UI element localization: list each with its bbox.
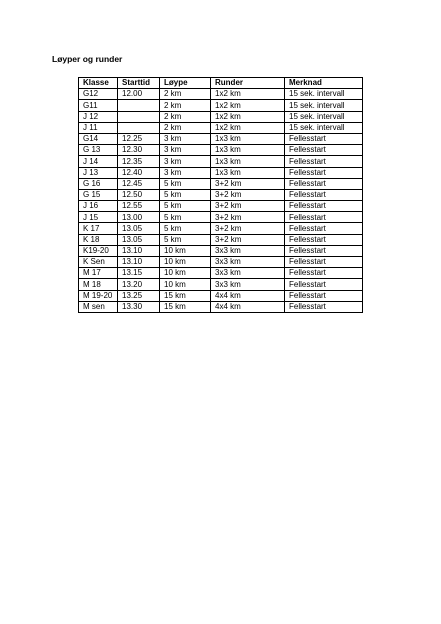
cell-loype: 10 km: [160, 268, 211, 279]
cell-runder: 3+2 km: [211, 212, 285, 223]
cell-starttid: 12.40: [118, 167, 160, 178]
column-header-runder: Runder: [211, 78, 285, 89]
cell-starttid: [118, 111, 160, 122]
cell-merknad: Fellesstart: [285, 178, 363, 189]
cell-klasse: J 15: [79, 212, 118, 223]
cell-starttid: [118, 122, 160, 133]
cell-loype: 5 km: [160, 234, 211, 245]
cell-runder: 1x3 km: [211, 156, 285, 167]
cell-merknad: Fellesstart: [285, 156, 363, 167]
cell-loype: 5 km: [160, 212, 211, 223]
cell-merknad: Fellesstart: [285, 301, 363, 312]
table-header-row: [79, 78, 363, 89]
cell-merknad: 15 sek. intervall: [285, 89, 363, 100]
cell-runder: 3+2 km: [211, 223, 285, 234]
cell-starttid: 12.30: [118, 145, 160, 156]
cell-starttid: 13.10: [118, 257, 160, 268]
table-row: [79, 133, 363, 144]
cell-merknad: Fellesstart: [285, 245, 363, 256]
table-row: [79, 111, 363, 122]
cell-starttid: 12.00: [118, 89, 160, 100]
cell-loype: 10 km: [160, 245, 211, 256]
cell-runder: 4x4 km: [211, 290, 285, 301]
cell-starttid: 13.20: [118, 279, 160, 290]
cell-runder: 3x3 km: [211, 257, 285, 268]
cell-loype: 5 km: [160, 201, 211, 212]
table-row: [79, 89, 363, 100]
column-header-loype: Løype: [160, 78, 211, 89]
cell-starttid: 13.00: [118, 212, 160, 223]
cell-runder: 1x2 km: [211, 89, 285, 100]
cell-klasse: J 11: [79, 122, 118, 133]
cell-loype: 2 km: [160, 122, 211, 133]
cell-merknad: Fellesstart: [285, 133, 363, 144]
cell-runder: 3+2 km: [211, 201, 285, 212]
cell-klasse: G11: [79, 100, 118, 111]
cell-merknad: Fellesstart: [285, 189, 363, 200]
cell-merknad: 15 sek. intervall: [285, 111, 363, 122]
cell-merknad: Fellesstart: [285, 234, 363, 245]
cell-merknad: Fellesstart: [285, 279, 363, 290]
column-header-klasse: Klasse: [79, 78, 118, 89]
cell-loype: 3 km: [160, 167, 211, 178]
cell-starttid: 13.30: [118, 301, 160, 312]
table-row: [79, 201, 363, 212]
cell-klasse: J 16: [79, 201, 118, 212]
cell-runder: 1x2 km: [211, 111, 285, 122]
cell-klasse: K 17: [79, 223, 118, 234]
section-heading: Løyper og runder: [52, 54, 123, 64]
cell-starttid: 13.25: [118, 290, 160, 301]
table-row: [79, 212, 363, 223]
cell-loype: 2 km: [160, 111, 211, 122]
cell-starttid: 13.05: [118, 234, 160, 245]
cell-merknad: 15 sek. intervall: [285, 122, 363, 133]
cell-runder: 1x3 km: [211, 167, 285, 178]
table-row: [79, 268, 363, 279]
cell-runder: 3x3 km: [211, 268, 285, 279]
cell-loype: 5 km: [160, 223, 211, 234]
table-row: [79, 301, 363, 312]
cell-merknad: Fellesstart: [285, 257, 363, 268]
table-row: [79, 100, 363, 111]
cell-runder: 1x3 km: [211, 133, 285, 144]
cell-merknad: Fellesstart: [285, 167, 363, 178]
cell-klasse: M sen: [79, 301, 118, 312]
cell-loype: 2 km: [160, 89, 211, 100]
cell-loype: 15 km: [160, 301, 211, 312]
cell-runder: 3x3 km: [211, 245, 285, 256]
column-header-merknad: Merknad: [285, 78, 363, 89]
cell-klasse: J 14: [79, 156, 118, 167]
cell-klasse: G12: [79, 89, 118, 100]
cell-loype: 3 km: [160, 145, 211, 156]
table-row: [79, 290, 363, 301]
table-row: [79, 156, 363, 167]
cell-klasse: G 13: [79, 145, 118, 156]
cell-klasse: M 18: [79, 279, 118, 290]
cell-loype: 15 km: [160, 290, 211, 301]
table-row: [79, 145, 363, 156]
cell-loype: 5 km: [160, 178, 211, 189]
table-row: [79, 122, 363, 133]
cell-starttid: 12.45: [118, 178, 160, 189]
cell-runder: 3+2 km: [211, 189, 285, 200]
cell-starttid: [118, 100, 160, 111]
table-row: [79, 234, 363, 245]
table-row: [79, 223, 363, 234]
cell-loype: 2 km: [160, 100, 211, 111]
cell-merknad: Fellesstart: [285, 145, 363, 156]
cell-merknad: 15 sek. intervall: [285, 100, 363, 111]
cell-merknad: Fellesstart: [285, 290, 363, 301]
cell-klasse: K19-20: [79, 245, 118, 256]
cell-merknad: Fellesstart: [285, 212, 363, 223]
table-row: [79, 189, 363, 200]
cell-klasse: J 13: [79, 167, 118, 178]
cell-runder: 3+2 km: [211, 178, 285, 189]
cell-klasse: K 18: [79, 234, 118, 245]
cell-runder: 1x2 km: [211, 122, 285, 133]
cell-merknad: Fellesstart: [285, 223, 363, 234]
cell-starttid: 12.55: [118, 201, 160, 212]
cell-starttid: 12.25: [118, 133, 160, 144]
course-table: [78, 77, 363, 313]
table-body: [79, 89, 363, 313]
table-row: [79, 257, 363, 268]
cell-klasse: G 16: [79, 178, 118, 189]
cell-runder: 4x4 km: [211, 301, 285, 312]
cell-starttid: 13.05: [118, 223, 160, 234]
cell-klasse: M 17: [79, 268, 118, 279]
cell-merknad: Fellesstart: [285, 201, 363, 212]
cell-klasse: K Sen: [79, 257, 118, 268]
cell-runder: 1x2 km: [211, 100, 285, 111]
cell-runder: 3+2 km: [211, 234, 285, 245]
table-row: [79, 178, 363, 189]
cell-starttid: 13.15: [118, 268, 160, 279]
table-row: [79, 279, 363, 290]
table-row: [79, 167, 363, 178]
cell-loype: 5 km: [160, 189, 211, 200]
cell-klasse: M 19-20: [79, 290, 118, 301]
cell-loype: 3 km: [160, 133, 211, 144]
cell-klasse: J 12: [79, 111, 118, 122]
cell-loype: 10 km: [160, 279, 211, 290]
table-row: [79, 245, 363, 256]
cell-starttid: 12.35: [118, 156, 160, 167]
cell-loype: 10 km: [160, 257, 211, 268]
cell-runder: 1x3 km: [211, 145, 285, 156]
cell-klasse: G14: [79, 133, 118, 144]
cell-loype: 3 km: [160, 156, 211, 167]
cell-klasse: G 15: [79, 189, 118, 200]
column-header-starttid: Starttid: [118, 78, 160, 89]
cell-starttid: 13.10: [118, 245, 160, 256]
cell-merknad: Fellesstart: [285, 268, 363, 279]
cell-starttid: 12.50: [118, 189, 160, 200]
cell-runder: 3x3 km: [211, 279, 285, 290]
